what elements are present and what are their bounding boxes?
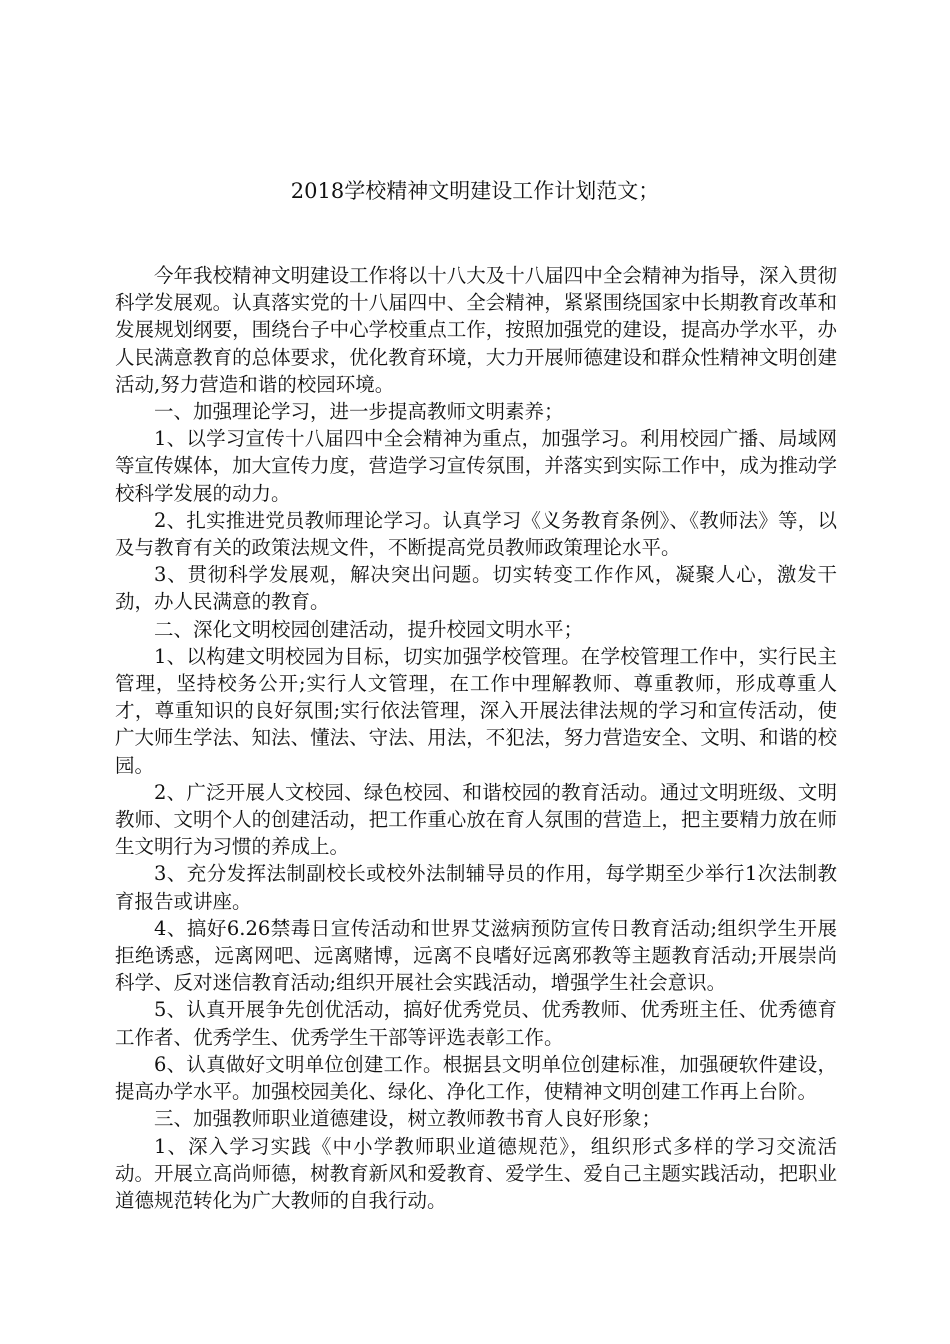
paragraph-2-1: 1、以构建文明校园为目标，切实加强学校管理。在学校管理工作中，实行民主管理，坚持校务公开;实行人文管理，在工作中理解教师、尊重教师，形成尊重人才，尊重知识的良好氛围;实行依法管理，深入开展法律法规的学习和宣传活动，使广大师生学法、知法、懂法、守法、用法，不犯法，努力营造安全、文明、和谐的校园。 — [115, 644, 837, 777]
paragraph-1-3: 3、贯彻科学发展观，解决突出问题。切实转变工作作风，凝聚人心，激发干劲，办人民满意的教育。 — [115, 563, 837, 614]
paragraph-2-4: 4、搞好6.26禁毒日宣传活动和世界艾滋病预防宣传日教育活动;组织学生开展拒绝诱惑，远离网吧、远离赌博，远离不良嗜好远离邪教等主题教育活动;开展崇尚科学、反对迷信教育活动;组织开展社会实践活动，增强学生社会意识。 — [115, 916, 837, 995]
section-heading-2: 二、深化文明校园创建活动，提升校园文明水平； — [154, 617, 584, 641]
paragraph-2-5: 5、认真开展争先创优活动，搞好优秀党员、优秀教师、优秀班主任、优秀德育工作者、优秀学生、优秀学生干部等评选表彰工作。 — [115, 998, 837, 1049]
paragraph-2-6: 6、认真做好文明单位创建工作。根据县文明单位创建标准，加强硬软件建设，提高办学水平。加强校园美化、绿化、净化工作，使精神文明创建工作再上台阶。 — [115, 1052, 837, 1104]
section-heading-3: 三、加强教师职业道德建设，树立教师教书育人良好形象； — [154, 1107, 662, 1131]
paragraph-1-2: 2、扎实推进党员教师理论学习。认真学习《义务教育条例》、《教师法》等，以及与教育有关的政策法规文件，不断提高党员教师政策理论水平。 — [115, 508, 837, 560]
document-title: 2018学校精神文明建设工作计划范文； — [290, 179, 660, 203]
paragraph-2-2: 2、广泛开展人文校园、绿色校园、和谐校园的教育活动。通过文明班级、文明教师、文明个人的创建活动，把工作重心放在育人氛围的营造上，把主要精力放在师生文明行为习惯的养成上。 — [115, 780, 837, 859]
paragraph-1-1: 1、以学习宣传十八届四中全会精神为重点，加强学习。利用校园广播、局域网等宣传媒体，加大宣传力度，营造学习宣传氛围，并落实到实际工作中，成为推动学校科学发展的动力。 — [115, 427, 837, 505]
document-body — [115, 262, 837, 1214]
intro-paragraph: 今年我校精神文明建设工作将以十八大及十八届四中全会精神为指导，深入贯彻科学发展观。认真落实党的十八届四中、全会精神，紧紧围绕国家中长期教育改革和发展规划纲要，围绕台子中心学校重点工作，按照加强党的建设，提高办学水平，办人民满意教育的总体要求，优化教育环境，大力开展师德建设和群众性精神文明创建活动,努力营造和谐的校园环境。 — [115, 264, 837, 396]
paragraph-2-3: 3、充分发挥法制副校长或校外法制辅导员的作用，每学期至少举行1次法制教育报告或讲座。 — [115, 862, 837, 913]
section-heading-1: 一、加强理论学习，进一步提高教师文明素养； — [154, 400, 564, 424]
paragraph-3-1: 1、深入学习实践《中小学教师职业道德规范》，组织形式多样的学习交流活动。开展立高尚师德，树教育新风和爱教育、爱学生、爱自己主题实践活动，把职业道德规范转化为广大教师的自我行动。 — [115, 1134, 837, 1212]
